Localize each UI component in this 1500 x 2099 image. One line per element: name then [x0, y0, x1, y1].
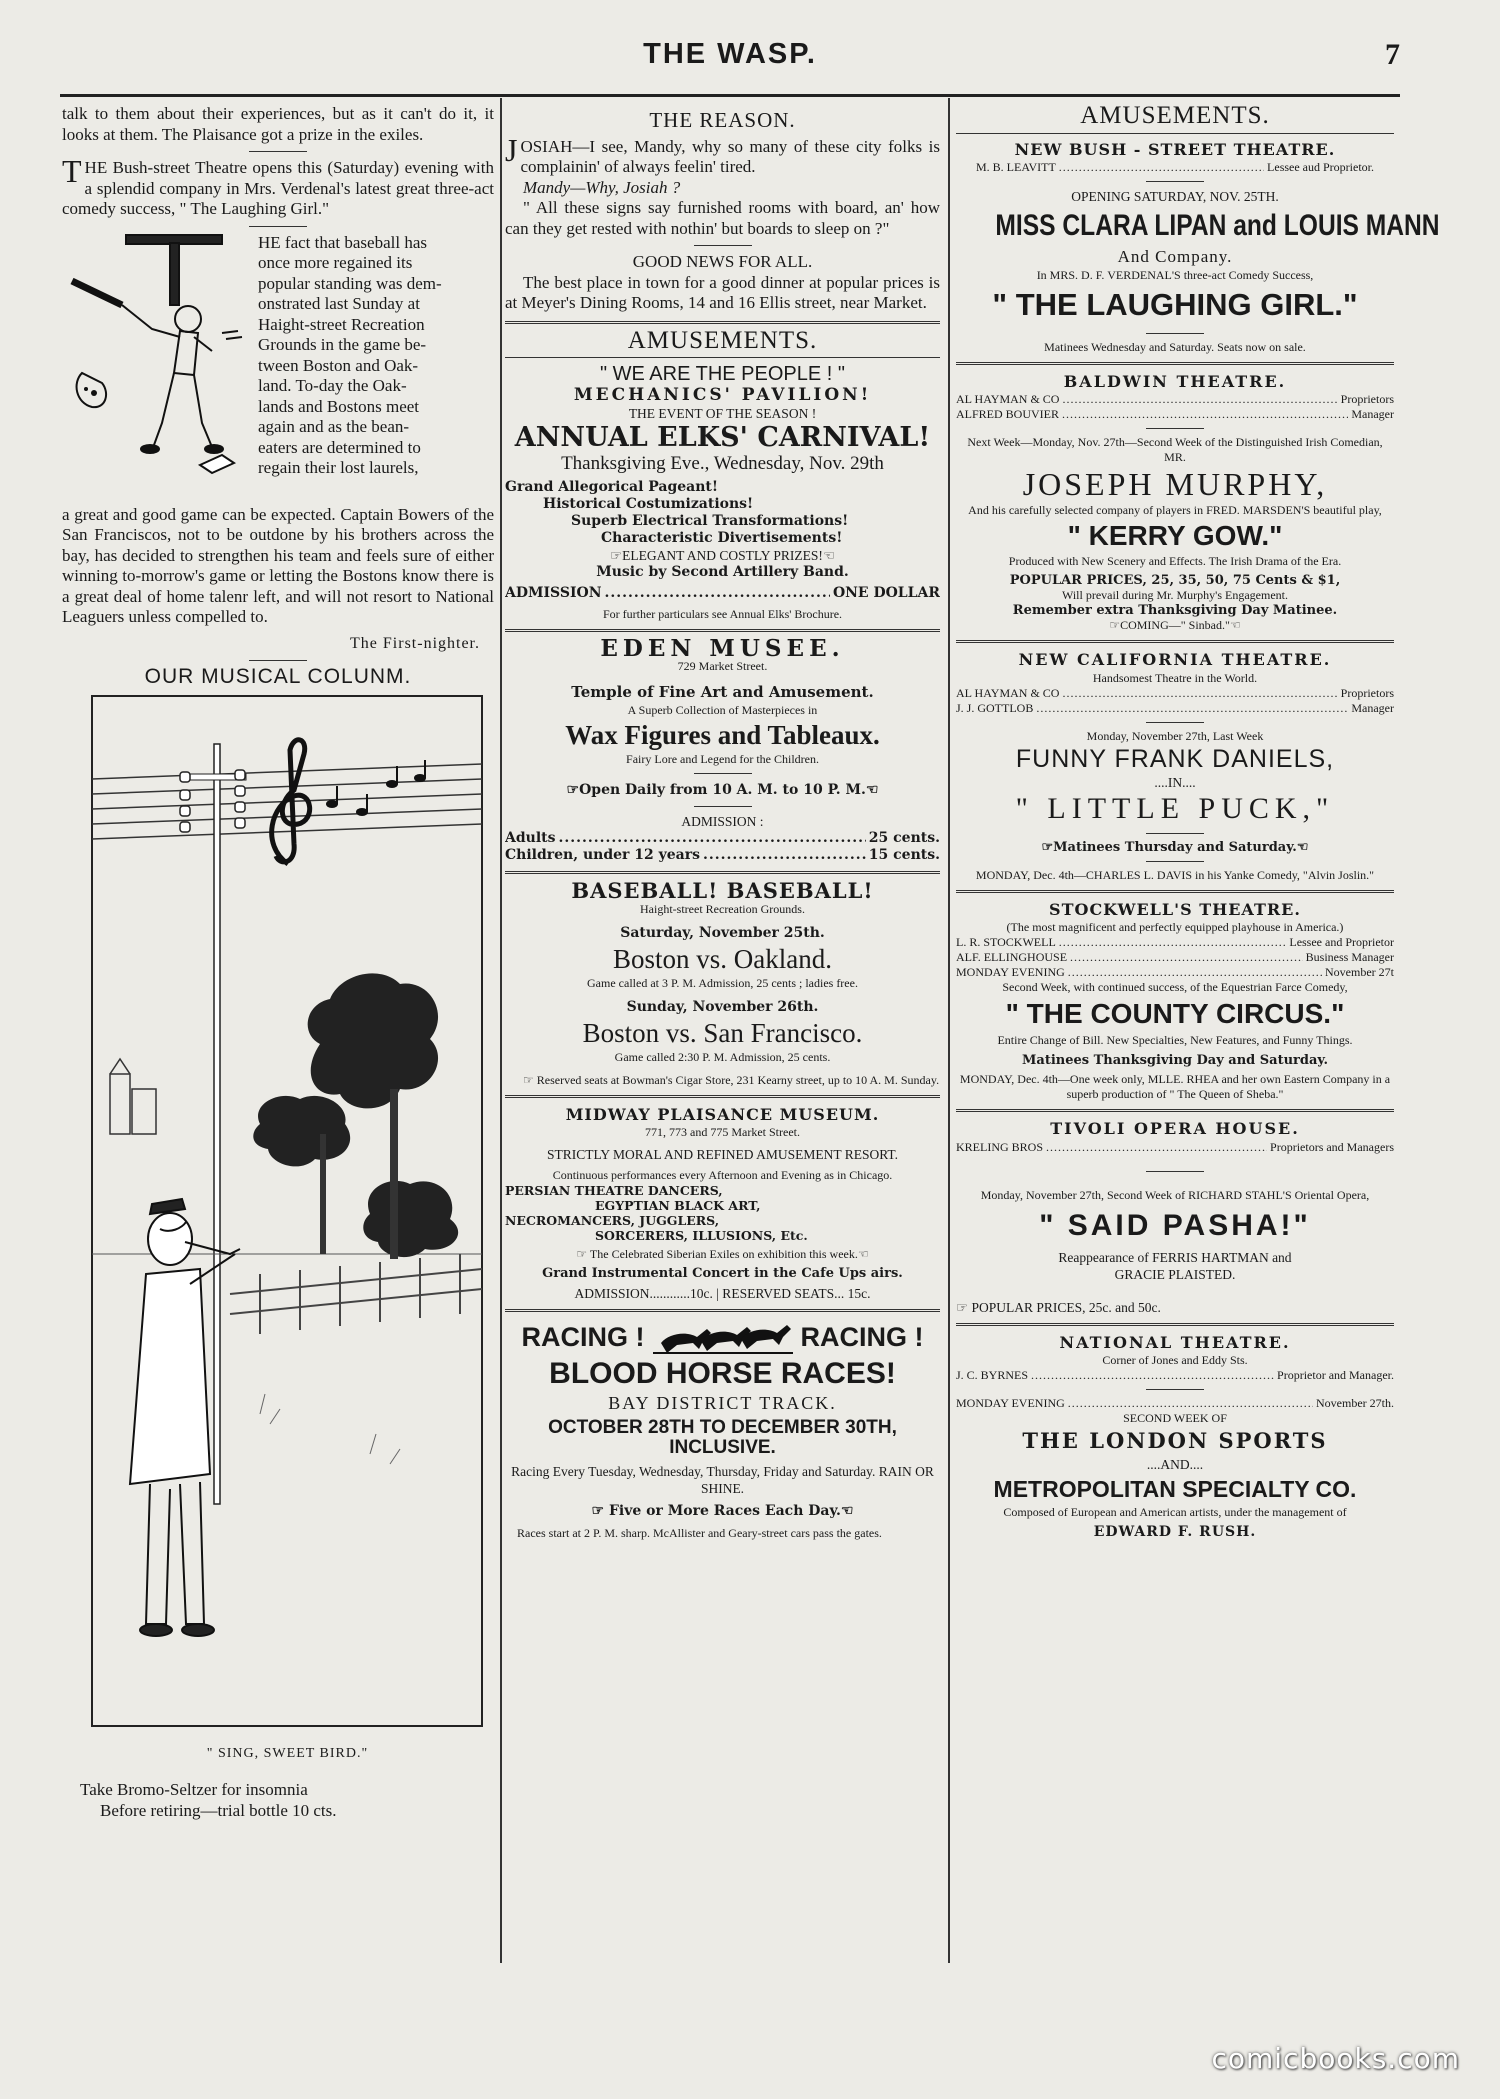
ad-line: Racing Every Tuesday, Wednesday, Thursday, Friday and Saturday. RAIN OR SHINE.: [511, 1463, 934, 1496]
ad-line: And his carefully selected company of players in FRED. MARSDEN'S beautiful play,: [968, 503, 1382, 517]
price-row: Children, under 12 years ..... 15 cents.: [505, 847, 940, 864]
proprietor-row: AL HAYMAN & CO ..... Proprietors: [956, 392, 1394, 407]
ad-headline: " LITTLE PUCK,": [1015, 791, 1335, 825]
ad-line: NECROMANCERS, JUGGLERS,: [505, 1213, 720, 1228]
news-title: GOOD NEWS FOR ALL.: [632, 252, 813, 271]
amusements-heading: AMUSEMENTS.: [1080, 102, 1270, 129]
ad-line: EDWARD F. RUSH.: [1093, 1524, 1257, 1540]
double-rule: [956, 1109, 1394, 1112]
ad-headline: " THE COUNTY CIRCUS.": [1005, 998, 1345, 1029]
ad-headline: BASEBALL! BASEBALL!: [571, 878, 874, 903]
double-rule: [956, 640, 1394, 643]
text-line: eaters are determined to: [258, 437, 421, 457]
ad-line: In MRS. D. F. VERDENAL'S three-act Comedy Success,: [1036, 267, 1314, 282]
ad-line: 771, 773 and 775 Market Street.: [645, 1125, 800, 1139]
ad-line: Temple of Fine Art and Amusement.: [571, 683, 874, 701]
ad-headline: FUNNY FRANK DANIELS,: [1015, 744, 1335, 773]
ad-headline: " KERRY GOW.": [1067, 520, 1283, 551]
page-number: 7: [1385, 38, 1400, 71]
ad-line: Before retiring—trial bottle 10 cts.: [100, 1800, 337, 1820]
bromo-seltzer-ad: [62, 1779, 494, 1821]
ad-line: EGYPTIAN BLACK ART,: [595, 1198, 761, 1213]
ad-line: Races start at 2 P. M. sharp. McAllister and Geary-street cars pass the gates.: [517, 1525, 882, 1540]
ad-line: STRICTLY MORAL AND REFINED AMUSEMENT RESORT.: [546, 1147, 899, 1162]
ad-headline: METROPOLITAN SPECIALTY CO.: [993, 1476, 1357, 1502]
ad-line: OPENING SATURDAY, NOV. 25TH.: [1071, 189, 1279, 204]
ad-line: Fairy Lore and Legend for the Children.: [626, 751, 819, 766]
ad-headline: NATIONAL THEATRE.: [1059, 1332, 1291, 1352]
tivoli-opera-house-ad: [956, 1119, 1394, 1316]
ad-line: Game called 2:30 P. M. Admission, 25 cents.: [614, 1049, 831, 1064]
ad-headline: JOSEPH MURPHY,: [1022, 466, 1328, 502]
ad-line: SORCERERS, ILLUSIONS, Etc.: [595, 1228, 808, 1243]
double-rule: [505, 871, 940, 874]
musical-column-heading: OUR MUSICAL COLUNM.: [144, 665, 412, 688]
drop-cap: J: [505, 131, 518, 168]
ad-line: PERSIAN THEATRE DANCERS,: [505, 1183, 723, 1198]
bush-street-theatre-ad: [956, 139, 1440, 355]
ad-line: Historical Costumizations!: [543, 495, 754, 512]
text-line: regain their lost laurels,: [258, 458, 419, 477]
ad-line: Will prevail during Mr. Murphy's Engagement.: [1062, 588, 1288, 602]
cartoon-drawing: [90, 694, 485, 1729]
ad-headline: BLOOD HORSE RACES!: [549, 1357, 896, 1390]
ad-line: Music by Second Artillery Band.: [596, 563, 849, 580]
separator: [249, 660, 307, 661]
ad-line: POPULAR PRICES, 25, 35, 50, 75 Cents & $1,: [1009, 573, 1341, 588]
rule: [956, 133, 1394, 134]
ad-line: For further particulars see Annual Elks' Brochure.: [602, 606, 843, 621]
baldwin-theatre-ad: [956, 372, 1394, 634]
page-header: [60, 38, 1400, 94]
ad-line: Matinees Wednesday and Saturday. Seats now on sale.: [1044, 339, 1306, 354]
elks-carnival-ad: [505, 364, 940, 622]
ad-line: Matinees Thanksgiving Day and Saturday.: [1022, 1053, 1328, 1068]
proprietor-row: AL HAYMAN & CO ..... Proprietors: [956, 686, 1394, 701]
ad-line: Take Bromo-Seltzer for insomnia: [80, 1779, 308, 1799]
proprietor-row: M. B. LEAVITT ..... Lessee aud Proprietor.: [956, 160, 1394, 175]
date-row: MONDAY EVENING ..... November 27t: [956, 965, 1394, 980]
masthead-title: THE WASP.: [643, 38, 817, 70]
ad-line: 729 Market Street.: [677, 659, 768, 673]
reason-para-2: Mandy—Why, Josiah ?: [523, 177, 681, 197]
ad-line: GRACIE PLAISTED.: [1114, 1266, 1236, 1282]
news-body: The best place in town for a good dinner at popular prices is at Meyer's Dining Rooms, 14 and 16 Ellis street, near Market.: [505, 272, 940, 312]
double-rule: [956, 1323, 1394, 1326]
ad-headline: THE LONDON SPORTS: [1022, 1428, 1328, 1453]
separator: [1146, 722, 1204, 723]
illustration-caption: " SING, SWEET BIRD.": [206, 1746, 369, 1761]
watermark: comicbooks.com: [1211, 2042, 1460, 2075]
separator: [249, 226, 307, 227]
national-theatre-ad: [956, 1333, 1394, 1542]
text-line: HE fact that baseball has: [258, 232, 427, 252]
ad-headline: TIVOLI OPERA HOUSE.: [1050, 1119, 1300, 1138]
ad-line: Monday, November 27th, Last Week: [1086, 728, 1264, 743]
racing-label: RACING !: [521, 1321, 645, 1352]
ad-line: Grand Allegorical Pageant!: [505, 478, 719, 495]
sing-sweet-bird-illustration: [90, 694, 485, 1765]
rule: [505, 357, 940, 358]
ad-line: Game called at 3 P. M. Admission, 25 cents ; ladies free.: [587, 975, 858, 990]
ad-headline: STOCKWELL'S THEATRE.: [1049, 899, 1301, 919]
ad-line: Entire Change of Bill. New Specialties, New Features, and Funny Things.: [997, 1033, 1353, 1047]
ad-line: Monday, November 27th, Second Week of RICHARD STAHL'S Oriental Opera,: [980, 1187, 1370, 1202]
bush-paragraph: THE Bush-street Theatre opens this (Saturday) evening with a splendid company in Mrs. Verdenal's latest great three-act comedy success, " The Laughing Girl.": [62, 153, 494, 218]
baseball-paragraph-rest: a great and good game can be expected. Captain Bowers of the San Franciscos, not to be outdone by his brothers across the bay, has decided to strengthen his team and feels sure of either winning to-morrow's game or letting the Bostons know there is a great deal of home talenr left, and will not resort to National Leaguers unless compelled to.: [62, 504, 494, 626]
ad-line: Composed of European and American artists, under the management of: [1003, 1505, 1347, 1519]
text-line: lands and Bostons meet: [258, 396, 420, 416]
ad-venue: MECHANICS' PAVILION!: [573, 384, 872, 405]
ad-line: ☞Matinees Thursday and Saturday.☜: [1041, 839, 1309, 855]
ad-line: THE EVENT OF THE SEASON !: [628, 406, 817, 421]
new-california-theatre-ad: [956, 650, 1394, 883]
proprietor-row: ALF. ELLINGHOUSE ..... Business Manager: [956, 950, 1394, 965]
eden-musee-ad: [505, 634, 940, 865]
proprietor-row: J. C. BYRNES ..... Proprietor and Manager.: [956, 1368, 1394, 1383]
column-2: [505, 104, 940, 1541]
separator: [694, 245, 752, 246]
ad-line: ☞COMING—" Sinbad."☜: [1109, 618, 1241, 632]
baseball-ad: [505, 878, 940, 1088]
drop-cap: T: [62, 153, 82, 189]
ad-line: Next Week—Monday, Nov. 27th—Second Week of the Distinguished Irish Comedian, MR.: [967, 435, 1383, 464]
separator: [249, 151, 307, 152]
racing-label: RACING !: [800, 1321, 924, 1352]
race-horses-icon: [653, 1319, 793, 1355]
ad-headline: Wax Figures and Tableaux.: [565, 719, 880, 750]
ad-line: Second Week, with continued success, of the Equestrian Farce Comedy,: [1002, 980, 1348, 994]
text-line: onstrated last Sunday at: [258, 294, 420, 313]
ad-headline: BALDWIN THEATRE.: [1063, 371, 1287, 391]
ad-line: Reappearance of FERRIS HARTMAN and: [1058, 1249, 1292, 1265]
ad-line: ☞ Reserved seats at Bowman's Cigar Store, 231 Kearny street, up to 10 A. M. Sunday.: [523, 1072, 940, 1087]
ad-headline: MISS CLARA LIPAN and LOUIS MANN: [995, 209, 1440, 242]
date-row: MONDAY EVENING ..... November 27th.: [956, 1396, 1394, 1411]
ad-line: Grand Instrumental Concert in the Cafe Ups airs.: [542, 1266, 903, 1281]
ad-line: ....AND....: [1146, 1457, 1204, 1472]
separator: [1146, 1171, 1204, 1172]
proprietor-row: ALFRED BOUVIER ..... Manager: [956, 407, 1394, 422]
text-line: again and as the bean-: [258, 417, 410, 436]
text-line: Haight-street Recreation: [258, 314, 425, 334]
ad-line: Superb Electrical Transformations!: [571, 512, 849, 529]
separator: [694, 773, 752, 774]
text-line: Grounds in the game be-: [258, 335, 427, 354]
ad-line: (The most magnificent and perfectly equipped playhouse in America.): [1006, 920, 1344, 934]
ad-line: ☞ELEGANT AND COSTLY PRIZES!☜: [610, 547, 835, 563]
price-row: Adults ..... 25 cents.: [505, 830, 940, 847]
proprietor-row: L. R. STOCKWELL ..... Lessee and Proprietor: [956, 935, 1394, 950]
column-1: [62, 104, 494, 1821]
double-rule: [505, 629, 940, 632]
separator: [1146, 181, 1204, 182]
proprietor-row: KRELING BROS ..... Proprietors and Managers: [956, 1140, 1394, 1155]
ad-line: And Company.: [1117, 247, 1233, 266]
ad-line: OCTOBER 28TH TO DECEMBER 30TH, INCLUSIVE.: [548, 1416, 897, 1458]
stockwells-theatre-ad: [956, 900, 1394, 1103]
racing-banner: [505, 1319, 940, 1355]
ad-line: Remember extra Thanksgiving Day Matinee.: [1012, 603, 1338, 618]
ad-headline: EDEN MUSEE.: [600, 634, 845, 662]
ad-slogan: " WE ARE THE PEOPLE ! ": [599, 363, 845, 385]
column-3: [956, 102, 1440, 1541]
ad-line: MONDAY, Dec. 4th—One week only, MLLE. RHEA and her own Eastern Company in a superb production of " The Queen of Sheba.": [959, 1072, 1391, 1101]
separator: [694, 806, 752, 807]
ad-line: ☞ The Celebrated Siberian Exiles on exhibition this week.☜: [576, 1247, 869, 1261]
double-rule: [505, 1095, 940, 1098]
ad-line: Haight-street Recreation Grounds.: [640, 901, 805, 916]
text-line: popular standing was dem-: [258, 273, 442, 293]
ad-line: Continuous performances every Afternoon and Evening as in Chicago.: [552, 1168, 893, 1182]
ad-line: Characteristic Divertisements!: [601, 529, 843, 546]
text-line: tween Boston and Oak-: [258, 355, 419, 375]
baseball-player-illustration: [62, 233, 247, 503]
separator: [1146, 1389, 1204, 1390]
text-line: land. To-day the Oak-: [258, 376, 407, 395]
ad-line: A Superb Collection of Masterpieces in: [627, 702, 818, 717]
ad-line: ☞ POPULAR PRICES, 25c. and 50c.: [956, 1299, 1161, 1315]
ad-line: Produced with New Scenery and Effects. The Irish Drama of the Era.: [1008, 554, 1342, 568]
text-line: once more regained its: [258, 253, 413, 272]
column-divider-1: [500, 98, 502, 1963]
baseball-article: [62, 233, 494, 505]
ad-line: MONDAY, Dec. 4th—CHARLES L. DAVIS in his Yanke Comedy, "Alvin Joslin.": [975, 867, 1375, 882]
reason-para-1: JOSIAH—I see, Mandy, why so many of these city folks is complainin' of always feelin' tired.: [505, 131, 940, 176]
signature: The First-nighter.: [350, 634, 480, 652]
ad-line: ☞Open Daily from 10 A. M. to 10 P. M.☜: [566, 781, 879, 798]
ad-headline: " THE LAUGHING GIRL.": [992, 286, 1358, 322]
intro-paragraph: talk to them about their experiences, but as it can't do it, it looks at them. The Plaisance got a prize in the exiles.: [62, 104, 494, 144]
ad-line: Sunday, November 26th.: [626, 998, 819, 1015]
double-rule: [956, 890, 1394, 893]
separator: [1146, 861, 1204, 862]
ad-line: SECOND WEEK OF: [1123, 1411, 1227, 1425]
ad-headline: Boston vs. Oakland.: [613, 943, 832, 974]
reason-para-3: " All these signs say furnished rooms with board, an' how can they get rested with nothin' but boards to sleep on ?": [505, 198, 940, 238]
ad-line: Handsomest Theatre in the World.: [1092, 670, 1258, 685]
admission-row: ADMISSION ..... ONE DOLLAR: [505, 585, 940, 602]
double-rule: [505, 1309, 940, 1312]
ad-line: BAY DISTRICT TRACK.: [608, 1393, 837, 1413]
separator: [1146, 428, 1204, 429]
ad-date: Thanksgiving Eve., Wednesday, Nov. 29th: [561, 453, 884, 474]
proprietor-row: J. J. GOTTLOB ..... Manager: [956, 701, 1394, 716]
double-rule: [505, 321, 940, 324]
ad-line: ☞ Five or More Races Each Day.☜: [591, 1502, 854, 1519]
ad-headline: ANNUAL ELKS' CARNIVAL!: [514, 422, 931, 453]
separator: [1146, 833, 1204, 834]
separator: [1146, 333, 1204, 334]
amusements-heading: AMUSEMENTS.: [627, 326, 818, 354]
midway-ad: [505, 1105, 940, 1303]
double-rule: [956, 362, 1394, 365]
ad-line: Corner of Jones and Eddy Sts.: [1102, 1353, 1248, 1367]
ad-line: Saturday, November 25th.: [620, 924, 825, 941]
reason-title: THE REASON.: [649, 108, 796, 132]
ad-headline: " SAID PASHA!": [1039, 1208, 1311, 1242]
ad-headline: NEW BUSH - STREET THEATRE.: [1014, 139, 1336, 159]
ad-line: ADMISSION :: [681, 814, 764, 829]
ad-headline: MIDWAY PLAISANCE MUSEUM.: [565, 1104, 880, 1124]
ad-line: ADMISSION............10c. | RESERVED SEATS... 15c.: [574, 1286, 871, 1301]
column-divider-2: [948, 98, 950, 1963]
header-rule: [60, 94, 1400, 97]
racing-ad: [505, 1319, 940, 1541]
ad-headline: Boston vs. San Francisco.: [582, 1017, 863, 1048]
baseball-wrapped-lines: [258, 233, 494, 479]
ad-headline: NEW CALIFORNIA THEATRE.: [1018, 650, 1332, 669]
ad-line: ....IN....: [1154, 774, 1196, 790]
